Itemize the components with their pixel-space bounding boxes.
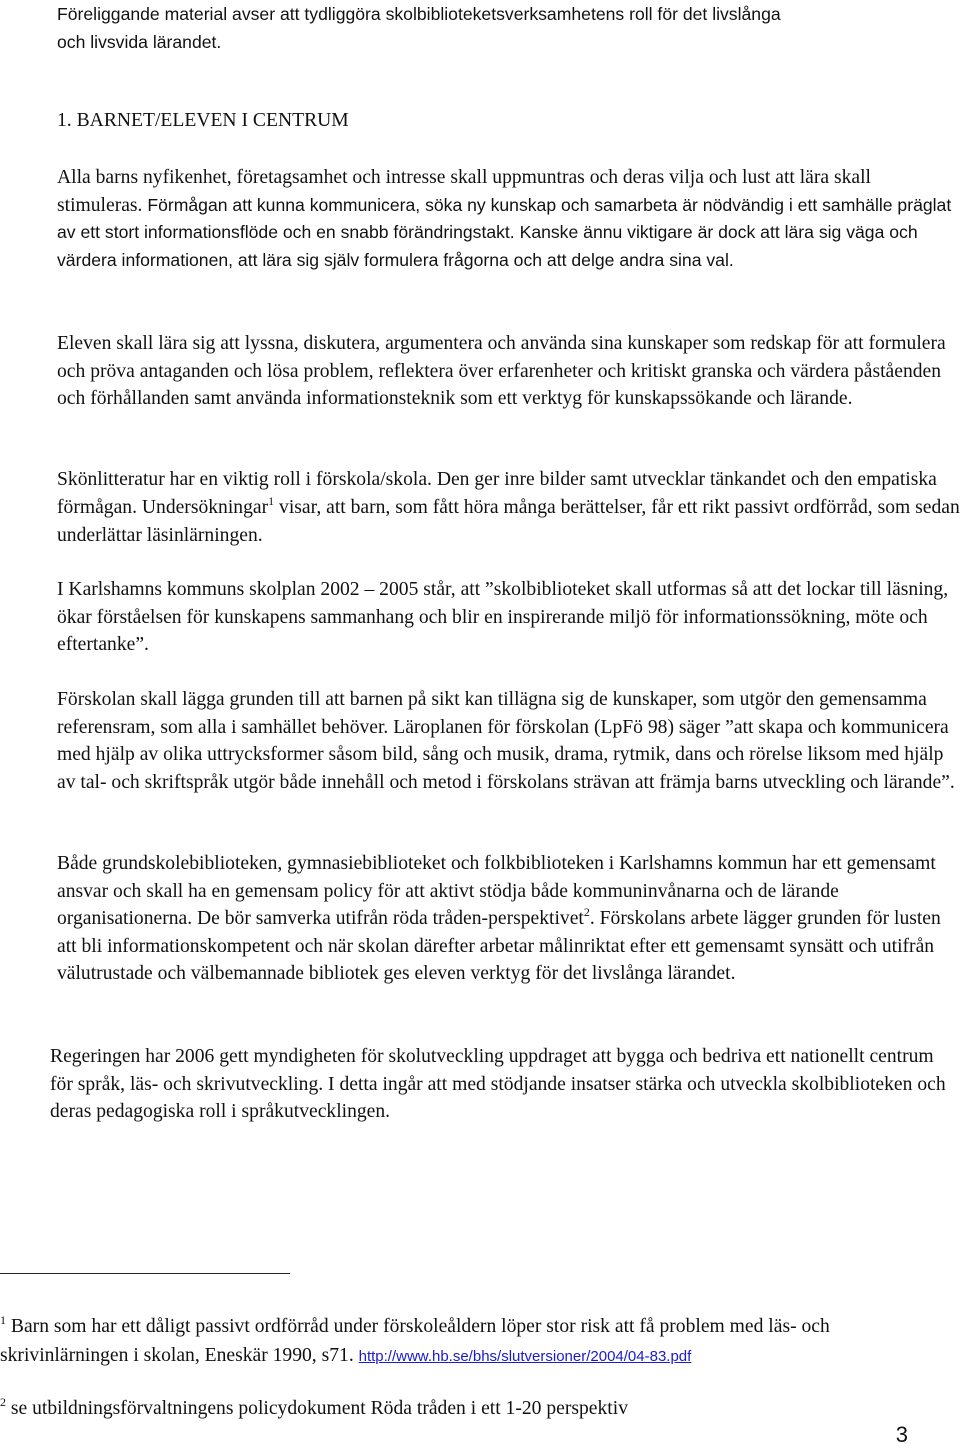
paragraph-4: I Karlshamns kommuns skolplan 2002 – 2005 står, att ”skolbiblioteket skall utformas så att det lockar till läsning, ökar förståelsen för kunskapens sammanhang och blir en inspirerande miljö för informationssökning, möte och eftertanke”. bbox=[57, 579, 949, 655]
paragraph-1 bbox=[57, 164, 959, 274]
page-number: 3 bbox=[895, 1422, 908, 1447]
paragraph-6 bbox=[57, 850, 960, 988]
paragraph-1-sans: Förmågan att kunna kommunicera, söka ny kunskap och samarbeta är nödvändig i ett samhälle präglat av ett stort informationsflöde och en snabb förändringstakt. Kanske ännu viktigare är dock att lära sig väga och värdera informationen, att lära sig själv formulera frågorna och att delge andra sina val. bbox=[57, 194, 952, 270]
intro-line-2: och livsvida lärandet. bbox=[57, 32, 222, 52]
footnote-1 bbox=[0, 1312, 950, 1371]
footnote-1-link[interactable]: http://www.hb.se/bhs/slutversioner/2004/04-83.pdf bbox=[358, 1348, 692, 1365]
paragraph-3-before: Skönlitteratur har en viktig roll i förskola/skola. Den ger inre bilder samt utvecklar tänkandet och den empatiska förmågan. Undersökningar bbox=[57, 469, 937, 518]
footnote-1-number: 1 bbox=[0, 1313, 6, 1327]
section-heading: 1. BARNET/ELEVEN I CENTRUM bbox=[57, 110, 349, 131]
footnote-ref-2[interactable]: 2 bbox=[583, 905, 590, 919]
footnote-1-text: Barn som har ett dåligt passivt ordförråd under förskoleåldern löper stor risk att få problem med läs- och skrivinlärningen i skolan, Eneskär 1990, s71. bbox=[0, 1316, 830, 1366]
intro-paragraph bbox=[57, 0, 957, 56]
paragraph-6-after: . Förskolans arbete lägger grunden för lusten att bli informationskompetent och när skolan därefter arbetar målinriktat efter ett gemensamt synsätt och utifrån välutrustade och välbemannade bibliotek ges eleven verktyg för det livslånga lärandet. bbox=[57, 908, 941, 984]
footnote-separator bbox=[0, 1273, 290, 1274]
footnote-ref-1[interactable]: 1 bbox=[268, 494, 275, 508]
footnote-2 bbox=[0, 1394, 950, 1423]
paragraph-3-after: visar, att barn, som fått höra många berättelser, får ett rikt passivt ordförråd, som sedan underlättar läsinlärningen. bbox=[57, 497, 960, 546]
intro-line-1: Föreliggande material avser att tydliggöra skolbiblioteketsverksamhetens roll för det livslånga bbox=[57, 4, 781, 24]
paragraph-5: Förskolan skall lägga grunden till att barnen på sikt kan tillägna sig de kunskaper, som utgör den gemensamma referensram, som alla i samhället behöver. Läroplanen för förskolan (LpFö 98) säger ”att skapa och kommunicera med hjälp av olika uttrycksformer såsom bild, sång och musik, drama, rytmik, dans och rörelse liksom med hjälp av tal- och skriftspråk utgör både innehåll och metod i förskolans strävan att främja barns utveckling och lärande”. bbox=[57, 689, 955, 793]
paragraph-2: Eleven skall lära sig att lyssna, diskutera, argumentera och använda sina kunskaper som redskap för att formulera och pröva antaganden och lösa problem, reflektera över erfarenheter och kritiskt granska och värdera påståenden och förhållanden samt använda informationsteknik som ett verktyg för kunskapssökande och lärande. bbox=[57, 333, 946, 409]
paragraph-1-serif: Alla barns nyfikenhet, företagsamhet och intresse skall uppmuntras och deras vilja och lust att lära skall stimuleras. bbox=[57, 167, 871, 216]
footnote-2-text: se utbildningsförvaltningens policydokument Röda tråden i ett 1-20 perspektiv bbox=[6, 1398, 628, 1419]
paragraph-3 bbox=[57, 466, 960, 550]
paragraph-6-before: Både grundskolebiblioteken, gymnasiebiblioteket och folkbiblioteken i Karlshamns kommun har ett gemensamt ansvar och skall ha en gemensam policy för att aktivt stödja både kommuninvånarna och de lärande organisationerna. De bör samverka utifrån röda tråden-perspektivet bbox=[57, 853, 936, 929]
footnote-2-number: 2 bbox=[0, 1395, 6, 1409]
paragraph-7: Regeringen har 2006 gett myndigheten för skolutveckling uppdraget att bygga och bedriva ett nationellt centrum för språk, läs- och skrivutveckling. I detta ingår att med stödjande insatser stärka och utveckla skolbiblioteken och deras pedagogiska roll i språkutvecklingen. bbox=[50, 1046, 946, 1122]
